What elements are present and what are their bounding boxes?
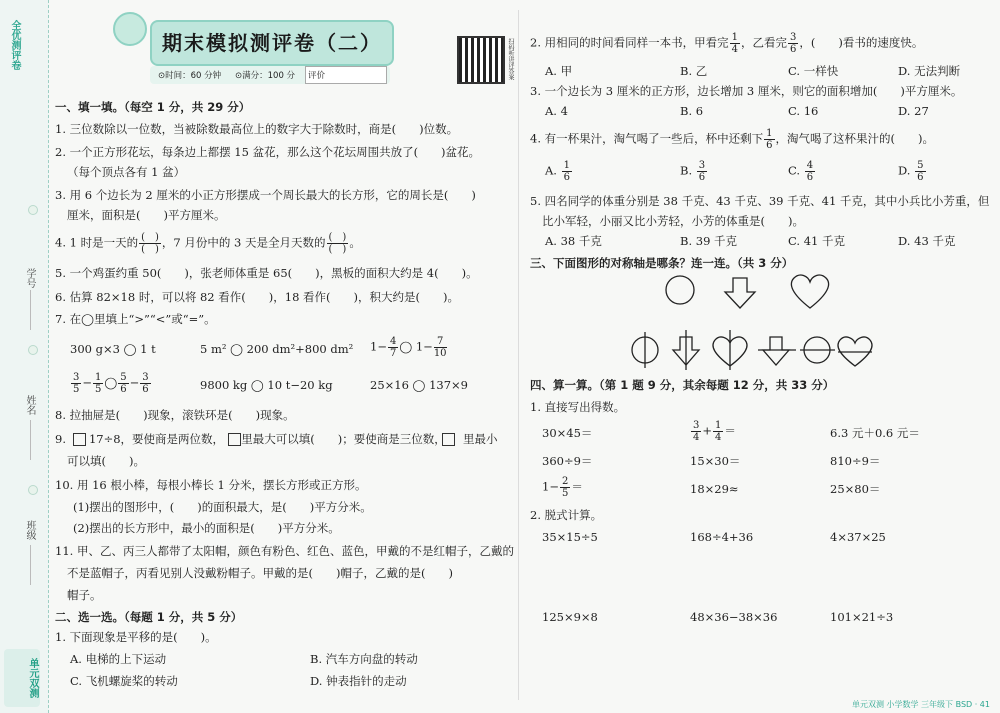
score-info: ⊙满分：100 分	[235, 71, 296, 81]
info-bar	[150, 66, 390, 84]
section-3-title: 三、下面图形的对称轴是哪条？连一连。（共 3 分）	[530, 256, 794, 270]
question-4: 4. 1 时是一天的 $\frac{( )}{( )}$ ，7 月份中的 3 天是全月天数的 $\frac{( )}{( )}$ 。	[55, 232, 361, 255]
mc-3-option-a[interactable]: A. 4	[545, 104, 568, 118]
question-2: 2. 一个正方形花坛，每条边上都摆 15 盆花，那么这个花坛周围共放了( )盆花。	[55, 145, 481, 159]
compare-5: 9800 kg ◯ 10 t−20 kg	[200, 378, 333, 392]
arrow-axis-option	[763, 337, 789, 365]
mc-2-option-c[interactable]: C. 一样快	[788, 64, 839, 78]
time-info: ⊙时间：60 分钟	[158, 71, 222, 81]
mc-5-option-b[interactable]: B. 39 千克	[680, 234, 738, 248]
title-banner	[95, 12, 514, 84]
question-10-1: (1)摆出的图形中，( )的面积最大，是( )平方分米。	[73, 500, 372, 514]
brand-label: 全优测评卷	[9, 20, 20, 70]
question-9: 9. 17÷8，要使商是两位数， 里最大可以填( )；要使商是三位数， 里最小	[55, 432, 498, 446]
blank-box[interactable]	[228, 433, 241, 446]
name-label: 姓名	[24, 395, 35, 415]
question-2-note: （每个顶点各有 1 盆）	[67, 165, 186, 179]
class-line	[30, 545, 31, 585]
question-11: 11. 甲、乙、丙三人都带了太阳帽，颜色有粉色、红色、蓝色，甲戴的不是红帽子，乙戴的	[55, 544, 514, 558]
stepwise-1: 35×15÷5	[542, 530, 598, 544]
mc-3-option-d[interactable]: D. 27	[898, 104, 929, 118]
mc-1-option-c[interactable]: C. 飞机螺旋桨的转动	[70, 674, 178, 688]
binding-strip	[0, 0, 49, 713]
mc-4-option-a[interactable]: A. $\frac{1}{6}$	[545, 160, 570, 183]
qr-code[interactable]	[457, 36, 505, 84]
series-logo: 单元双测	[4, 649, 40, 707]
mc-2-option-a[interactable]: A. 甲	[545, 64, 573, 78]
question-9-cont: 可以填( )。	[67, 454, 145, 468]
student-id-label: 学号	[24, 268, 35, 288]
blank-box[interactable]	[442, 433, 455, 446]
mc-4: 4. 有一杯果汁，淘气喝了一些后，杯中还剩下 $\frac{1}{6}$ ，淘气喝了这杯果汁的( )。	[530, 128, 934, 151]
blank-box[interactable]	[73, 433, 86, 446]
page-title: 期末模拟测评卷（二）	[150, 20, 394, 66]
blank-fraction[interactable]: $\frac{( )}{( )}$	[328, 232, 347, 255]
mc-5-cont: 比小军轻，小丽又比小芳轻，小芳的体重是( )。	[542, 214, 804, 228]
question-3: 3. 用 6 个边长为 2 厘米的小正方形摆成一个周长最大的长方形，它的周长是( )	[55, 188, 476, 202]
mc-1-option-b[interactable]: B. 汽车方向盘的转动	[310, 652, 418, 666]
question-8: 8. 拉抽屉是( )现象，滚铁环是( )现象。	[55, 408, 295, 422]
calc-6: 810÷9＝	[830, 454, 881, 468]
question-10: 10. 用 16 根小棒，每根小棒长 1 分米，摆长方形或正方形。	[55, 478, 367, 492]
mc-1-option-d[interactable]: D. 钟表指针的走动	[310, 674, 407, 688]
mc-4-option-c[interactable]: C. $\frac{4}{6}$	[788, 160, 814, 183]
page-footer: 单元双测 小学数学 三年级下 BSD · 41	[851, 700, 990, 709]
name-line	[30, 420, 31, 460]
part-2-title: 2. 脱式计算。	[530, 508, 603, 522]
mc-5-option-d[interactable]: D. 43 千克	[898, 234, 956, 248]
symmetry-figures	[530, 270, 985, 380]
calc-2: $\frac{3}{4}$ + $\frac{1}{4}$ ＝	[693, 420, 736, 443]
circle-shape	[666, 276, 694, 304]
question-3-cont: 厘米，面积是( )平方厘米。	[67, 208, 226, 222]
stepwise-4: 125×9×8	[542, 610, 598, 624]
mc-2-option-d[interactable]: D. 无法判断	[898, 64, 961, 78]
question-7: 7. 在◯里填上“>”“<”或“=”。	[55, 312, 216, 326]
grade-label: 评价	[308, 71, 326, 81]
mc-3-option-c[interactable]: C. 16	[788, 104, 819, 118]
part-1-title: 1. 直接写出得数。	[530, 400, 626, 414]
mc-3: 3. 一个边长为 3 厘米的正方形，边长增加 3 厘米，则它的面积增加( )平方厘米。	[530, 84, 963, 98]
question-1: 1. 三位数除以一位数，当被除数最高位上的数字大于除数时，商是( )位数。	[55, 122, 459, 136]
section-1-title: 一、填一填。（每空 1 分，共 29 分）	[55, 100, 251, 114]
mc-4-option-d[interactable]: D. $\frac{5}{6}$	[898, 160, 924, 183]
mc-1-option-a[interactable]: A. 电梯的上下运动	[70, 652, 167, 666]
stepwise-2: 168÷4+36	[690, 530, 754, 544]
mc-5-option-c[interactable]: C. 41 千克	[788, 234, 845, 248]
calc-7: 1− $\frac{2}{5}$ ＝	[542, 476, 583, 499]
calc-1: 30×45＝	[542, 426, 593, 440]
planet-icon	[113, 12, 147, 46]
section-4-title: 四、算一算。（第 1 题 9 分，其余每题 12 分，共 33 分）	[530, 378, 835, 392]
question-6: 6. 估算 82×18 时，可以将 82 看作( )，18 看作( )，积大约是( )。	[55, 290, 459, 304]
compare-3: 1− $\frac{4}{7}$ ◯ 1− $\frac{7}{10}$	[370, 336, 447, 359]
heart-shape	[791, 275, 828, 308]
calc-9: 25×80＝	[830, 482, 881, 496]
mc-2-option-b[interactable]: B. 乙	[680, 64, 708, 78]
stepwise-6: 101×21÷3	[830, 610, 894, 624]
calc-3: 6.3 元＋0.6 元＝	[830, 426, 920, 440]
mc-2: 2. 用相同的时间看同样一本书，甲看完 $\frac{1}{4}$ ，乙看完 $\frac{3}{6}$ ，( )看书的速度快。	[530, 32, 924, 55]
binding-hole	[28, 345, 38, 355]
binding-hole	[28, 485, 38, 495]
stepwise-5: 48×36−38×36	[690, 610, 778, 624]
section-2-title: 二、选一选。（每题 1 分，共 5 分）	[55, 610, 243, 624]
calc-4: 360÷9＝	[542, 454, 593, 468]
calc-8: 18×29≈	[690, 482, 739, 496]
question-11-end: 帽子。	[67, 588, 102, 602]
compare-6: 25×16 ◯ 137×9	[370, 378, 468, 392]
blank-fraction[interactable]: $\frac{( )}{( )}$	[141, 232, 159, 255]
compare-1: 300 g×3 ◯ 1 t	[70, 342, 156, 356]
question-10-2: (2)摆出的长方形中，最小的面积是( )平方分米。	[73, 521, 340, 535]
question-5: 5. 一个鸡蛋约重 50( )，张老师体重是 65( )，黑板的面积大约是 4( )。	[55, 266, 478, 280]
question-11-cont: 不是蓝帽子，丙看见别人没戴粉帽子。甲戴的是( )帽子，乙戴的是( )	[67, 566, 453, 580]
stepwise-3: 4×37×25	[830, 530, 886, 544]
arrow-shape	[725, 278, 755, 308]
compare-4: $\frac{3}{5}$ − $\frac{1}{5}$ ◯ $\frac{5}{6}$ − $\frac{3}{6}$	[73, 372, 149, 395]
calc-5: 15×30＝	[690, 454, 741, 468]
compare-2: 5 m² ◯ 200 dm²+800 dm²	[200, 342, 354, 356]
mc-5-option-a[interactable]: A. 38 千克	[545, 234, 602, 248]
id-line	[30, 290, 31, 330]
binding-hole	[28, 205, 38, 215]
qr-caption: 扫码听讲评答案	[507, 38, 514, 80]
mc-4-option-b[interactable]: B. $\frac{3}{6}$	[680, 160, 706, 183]
column-divider	[518, 10, 519, 700]
class-label: 班级	[24, 520, 35, 540]
mc-3-option-b[interactable]: B. 6	[680, 104, 704, 118]
mc-5: 5. 四名同学的体重分别是 38 千克、43 千克、39 千克、41 千克，其中小兵比小芳重，但	[530, 194, 990, 208]
mc-1: 1. 下面现象是平移的是( )。	[55, 630, 217, 644]
